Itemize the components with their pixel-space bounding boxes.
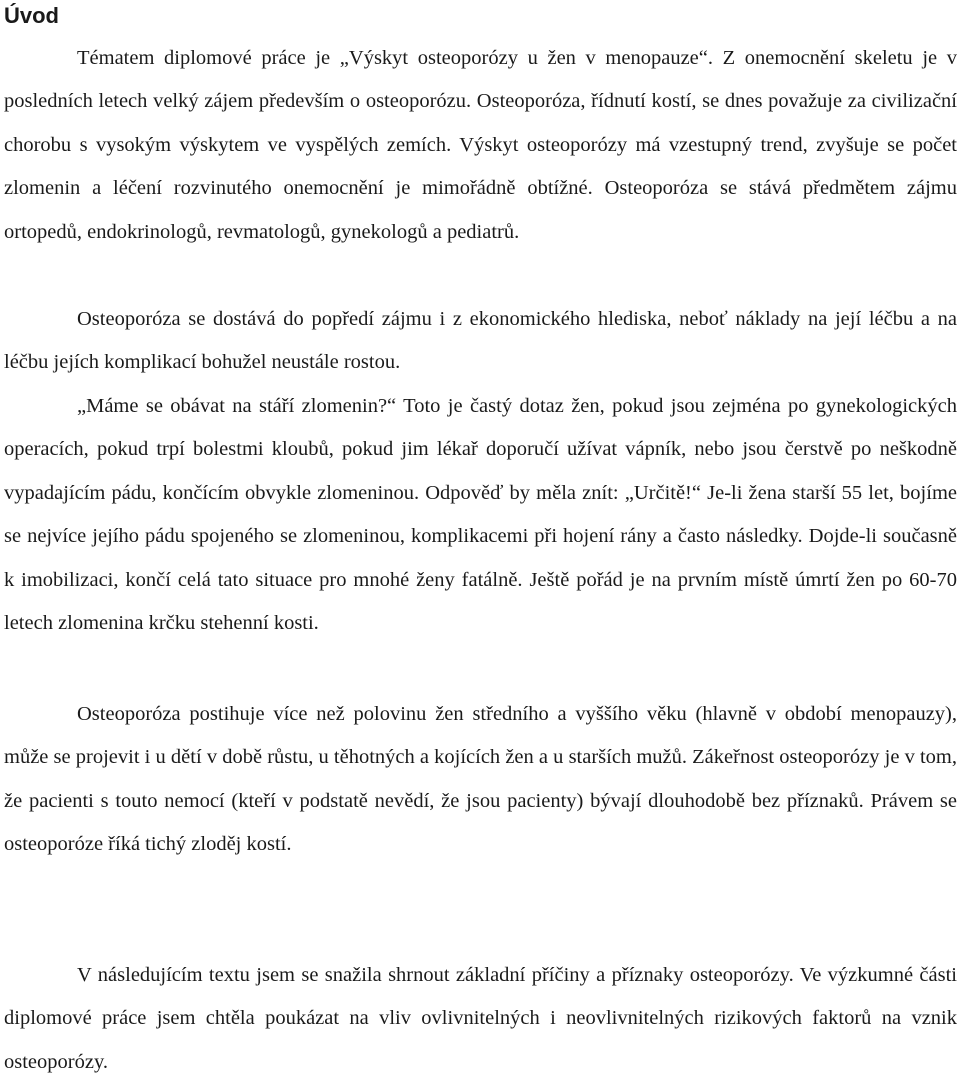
paragraph-economics: Osteoporóza se dostává do popředí zájmu i z ekonomického hlediska, neboť náklady na její léčbu a na léčbu jejích komplikací bohužel neustále rostou. xyxy=(4,308,957,374)
paragraph-fractures: „Máme se obávat na stáří zlomenin?“ Toto je častý dotaz žen, pokud jsou zejména po gynekologických operacích, pokud trpí bolestmi kloubů, pokud jim lékař doporučí užívat vápník, nebo jsou čerstvě po neškodně vypadajícím pádu, končícím obvykle zlomeninou. Odpověď by měla znít: „Určitě!“ Je-li žena starší 55 let, bojíme se nejvíce jejího pádu spojeného se zlomeninou, komplikacemi při hojení rány a často následky. Dojde-li současně k imobilizaci, končí celá tato situace pro mnohé ženy fatálně. Ještě pořád je na prvním místě úmrtí žen po 60-70 letech zlomenina krčku stehenní kosti. xyxy=(4,395,957,635)
paragraph-prevalence: Osteoporóza postihuje více než polovinu žen středního a vyššího věku (hlavně v období menopauzy), může se projevit i u dětí v době růstu, u těhotných a kojících žen a u starších mužů. Zákeřnost osteoporózy je v tom, že pacienti s touto nemocí (kteří v podstatě nevědí, že jsou pacienty) bývají dlouhodobě bez příznaků. Právem se osteoporóze říká tichý zloděj kostí. xyxy=(4,703,957,856)
section-heading: Úvod xyxy=(4,3,59,28)
paragraph-intro: Tématem diplomové práce je „Výskyt osteoporózy u žen v menopauze“. Z onemocnění skeletu je v posledních letech velký zájem především o osteoporózu. Osteoporóza, řídnutí kostí, se dnes považuje za civilizační chorobu s vysokým výskytem ve vyspělých zemích. Výskyt osteoporózy má vzestupný trend, zvyšuje se počet zlomenin a léčení rozvinutého onemocnění je mimořádně obtížné. Osteoporóza se stává předmětem zájmu ortopedů, endokrinologů, revmatologů, gynekologů a pediatrů. xyxy=(4,47,957,243)
paragraph-thesis-aim: V následujícím textu jsem se snažila shrnout základní příčiny a příznaky osteoporózy. Ve výzkumné části diplomové práce jsem chtěla poukázat na vliv ovlivnitelných i neovlivnitelných rizikových faktorů na vznik osteoporózy. xyxy=(4,964,957,1073)
